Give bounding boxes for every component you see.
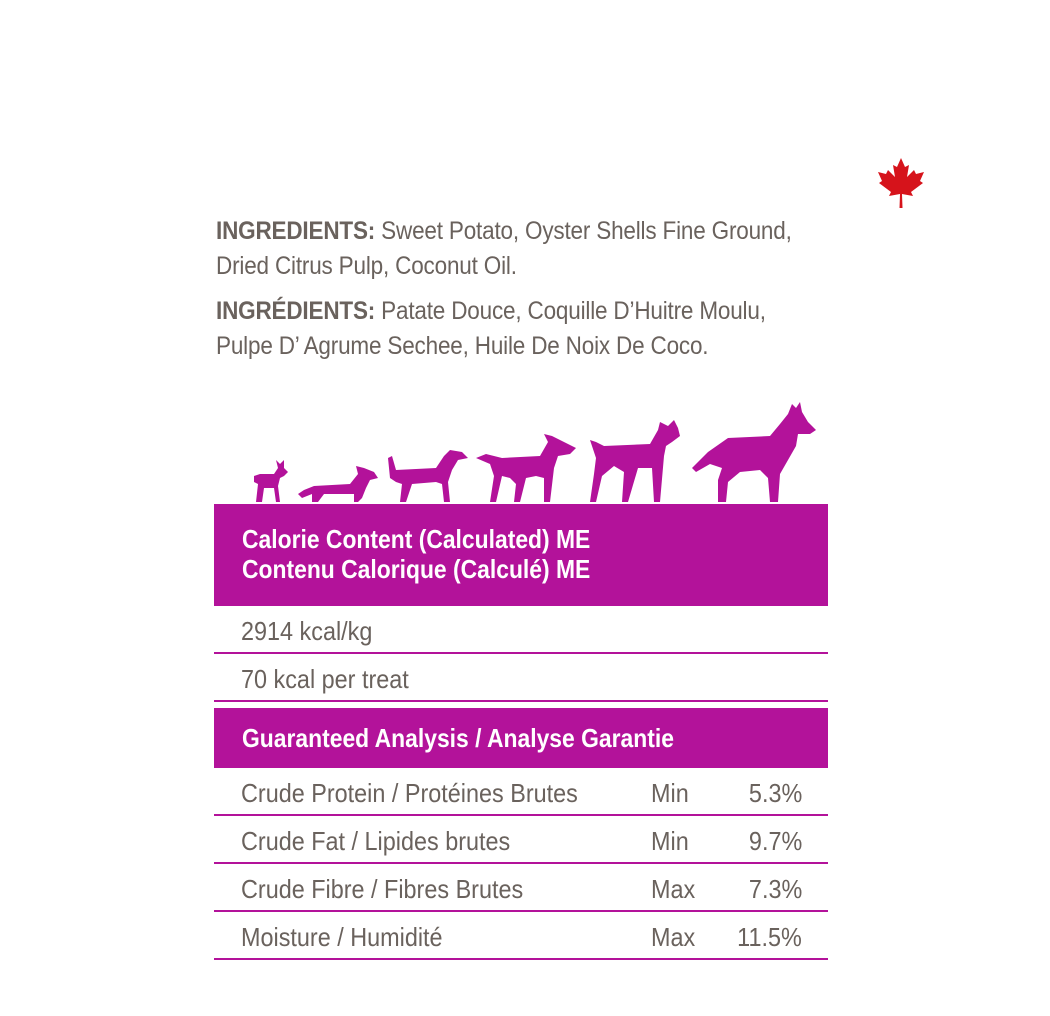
analysis-value: 7.3% <box>748 874 802 904</box>
calorie-heading-en: Calorie Content (Calculated) ME <box>242 524 591 554</box>
ingredients-fr <box>216 294 810 364</box>
ingredients-en-text: Sweet Potato, Oyster Shells Fine Ground, <box>375 217 792 245</box>
analysis-value: 5.3% <box>748 778 802 808</box>
analysis-label: Crude Fat / Lipides brutes <box>241 826 511 856</box>
ingredients-fr-text: Patate Douce, Coquille D’Huitre Moulu, <box>375 297 766 325</box>
analysis-limit: Max <box>651 874 696 904</box>
ingredients-en-label: INGREDIENTS: <box>216 217 376 245</box>
ingredients-fr-label: INGRÉDIENTS: <box>216 297 376 325</box>
calorie-heading-fr: Contenu Calorique (Calculé) ME <box>242 554 591 584</box>
analysis-limit: Min <box>651 826 689 856</box>
analysis-value: 9.7% <box>748 826 802 856</box>
analysis-row-fat <box>214 816 828 864</box>
calorie-per-kg-row <box>214 606 828 654</box>
calorie-per-kg: 2914 kcal/kg <box>241 616 373 646</box>
ingredients-en <box>216 214 810 284</box>
ingredients-block <box>216 214 876 374</box>
analysis-value: 11.5% <box>737 922 802 952</box>
analysis-limit: Max <box>651 922 696 952</box>
ingredients-en-text-2: Dried Citrus Pulp, Coconut Oil. <box>216 252 517 280</box>
analysis-label: Moisture / Humidité <box>241 922 443 952</box>
analysis-limit: Min <box>651 778 689 808</box>
analysis-row-fibre <box>214 864 828 912</box>
calorie-content-header <box>214 504 828 606</box>
maple-leaf-icon <box>878 158 924 208</box>
guaranteed-analysis-heading: Guaranteed Analysis / Analyse Garantie <box>242 723 674 753</box>
analysis-row-moisture <box>214 912 828 960</box>
nutrition-panel <box>214 504 828 960</box>
ingredients-fr-text-2: Pulpe D’ Agrume Sechee, Huile De Noix De Coco. <box>216 332 709 360</box>
analysis-row-protein <box>214 768 828 816</box>
calorie-per-treat-row <box>214 654 828 702</box>
analysis-label: Crude Protein / Protéines Brutes <box>241 778 578 808</box>
analysis-label: Crude Fibre / Fibres Brutes <box>241 874 524 904</box>
guaranteed-analysis-header <box>214 708 828 768</box>
dog-sizes-silhouette-icon <box>240 398 830 506</box>
calorie-per-treat: 70 kcal per treat <box>241 664 409 694</box>
